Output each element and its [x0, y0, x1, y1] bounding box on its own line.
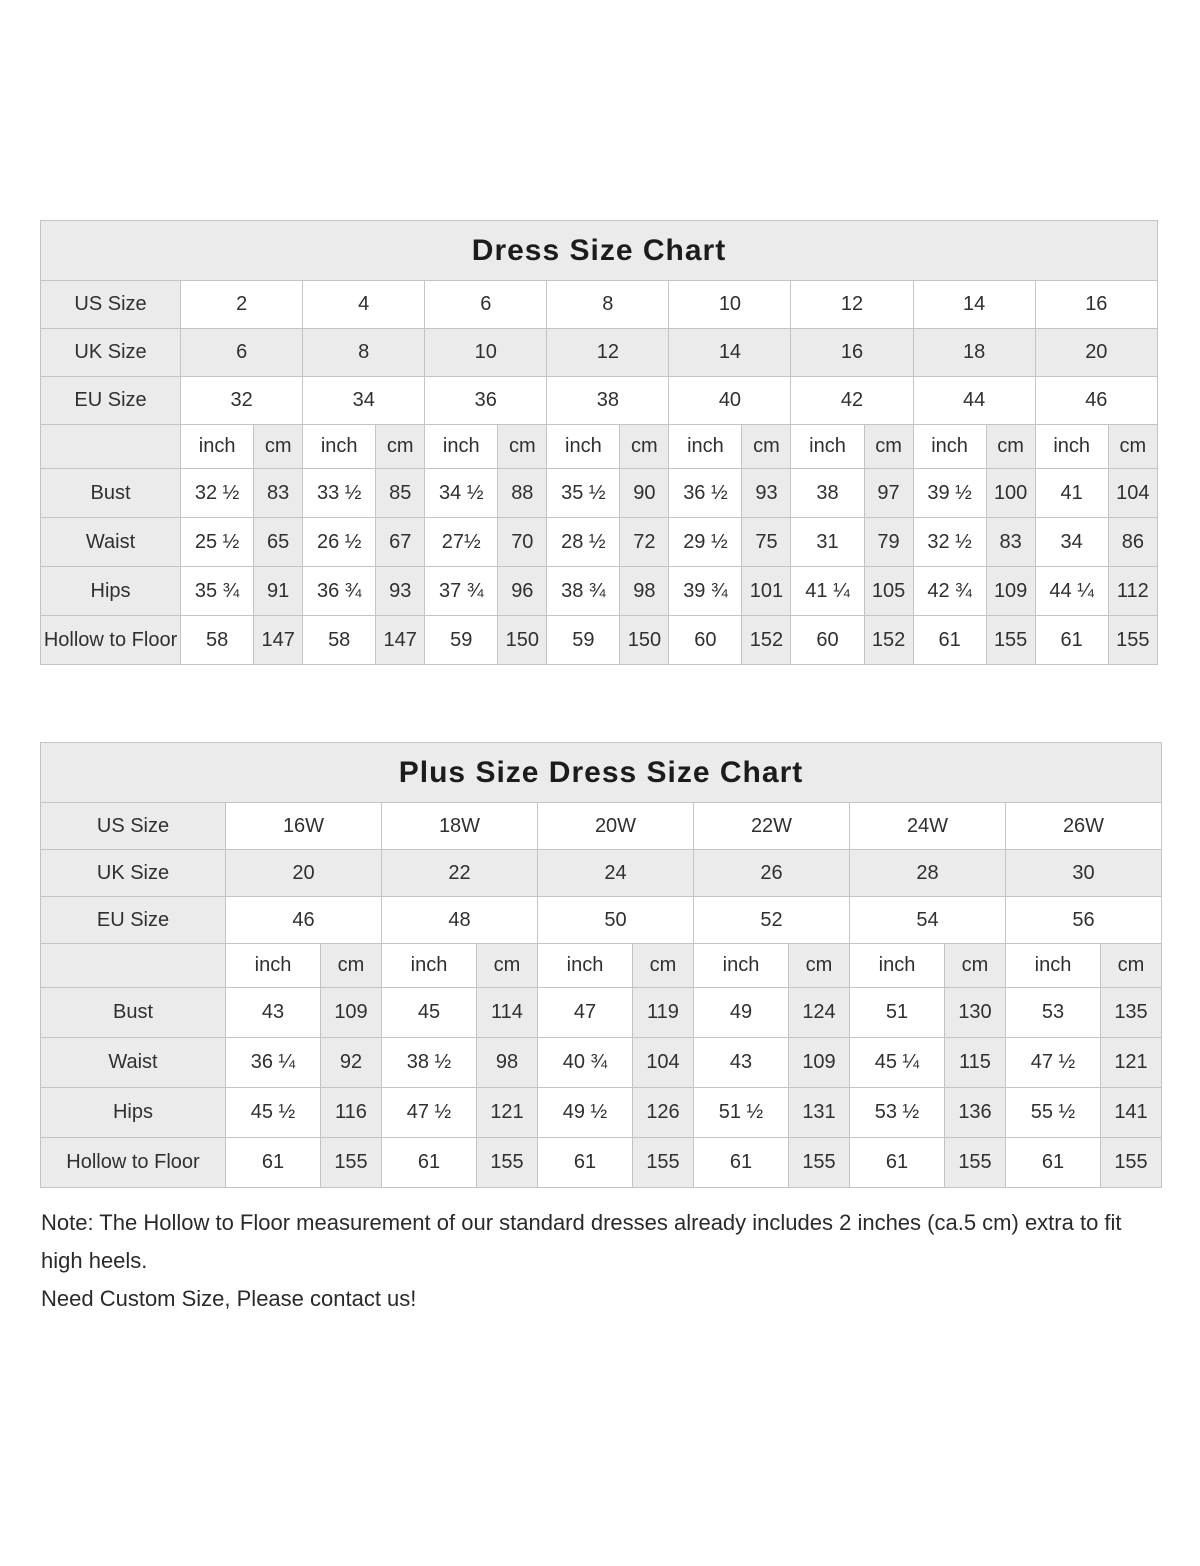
- measure-inch-cell: 51: [850, 988, 945, 1038]
- chart-title: Dress Size Chart: [41, 221, 1158, 281]
- measure-inch-cell: 61: [850, 1138, 945, 1188]
- size-row: [41, 329, 1158, 377]
- measure-inch-cell: 27½: [425, 518, 498, 567]
- size-value-cell: 42: [791, 377, 913, 425]
- measure-cm-cell: 97: [864, 469, 913, 518]
- measure-inch-cell: 61: [694, 1138, 789, 1188]
- unit-inch-header: inch: [913, 425, 986, 469]
- measure-cm-cell: 90: [620, 469, 669, 518]
- measure-inch-cell: 53 ½: [850, 1088, 945, 1138]
- row-label: Hollow to Floor: [41, 1138, 226, 1188]
- measure-cm-cell: 79: [864, 518, 913, 567]
- size-value-cell: 36: [425, 377, 547, 425]
- unit-cm-header: cm: [321, 944, 382, 988]
- unit-inch-header: inch: [791, 425, 864, 469]
- size-value-cell: 6: [181, 329, 303, 377]
- row-label: UK Size: [41, 850, 226, 897]
- measure-cm-cell: 104: [1108, 469, 1157, 518]
- unit-inch-header: inch: [538, 944, 633, 988]
- size-value-cell: 22: [382, 850, 538, 897]
- unit-cm-header: cm: [1108, 425, 1157, 469]
- measure-cm-cell: 135: [1101, 988, 1162, 1038]
- unit-inch-header: inch: [1035, 425, 1108, 469]
- standard-chart: [40, 220, 1158, 665]
- measure-cm-cell: 150: [498, 616, 547, 665]
- measure-inch-cell: 31: [791, 518, 864, 567]
- measure-inch-cell: 36 ¾: [303, 567, 376, 616]
- measure-row: [41, 518, 1158, 567]
- size-value-cell: 8: [547, 281, 669, 329]
- measure-inch-cell: 40 ¾: [538, 1038, 633, 1088]
- size-value-cell: 12: [791, 281, 913, 329]
- unit-inch-header: inch: [694, 944, 789, 988]
- measure-cm-cell: 150: [620, 616, 669, 665]
- size-value-cell: 2: [181, 281, 303, 329]
- row-label: Hips: [41, 567, 181, 616]
- size-value-cell: 18: [913, 329, 1035, 377]
- unit-inch-header: inch: [425, 425, 498, 469]
- measure-cm-cell: 100: [986, 469, 1035, 518]
- unit-row-label: [41, 425, 181, 469]
- measure-cm-cell: 155: [633, 1138, 694, 1188]
- measure-cm-cell: 126: [633, 1088, 694, 1138]
- measure-cm-cell: 119: [633, 988, 694, 1038]
- measure-inch-cell: 47 ½: [382, 1088, 477, 1138]
- row-label: Hips: [41, 1088, 226, 1138]
- unit-cm-header: cm: [742, 425, 791, 469]
- measure-inch-cell: 61: [1006, 1138, 1101, 1188]
- measure-inch-cell: 34: [1035, 518, 1108, 567]
- measure-row: [41, 616, 1158, 665]
- unit-cm-header: cm: [477, 944, 538, 988]
- measure-inch-cell: 61: [538, 1138, 633, 1188]
- unit-inch-header: inch: [850, 944, 945, 988]
- measure-cm-cell: 93: [376, 567, 425, 616]
- measure-inch-cell: 45 ¼: [850, 1038, 945, 1088]
- measure-inch-cell: 45 ½: [226, 1088, 321, 1138]
- measure-cm-cell: 101: [742, 567, 791, 616]
- measure-inch-cell: 43: [226, 988, 321, 1038]
- measure-inch-cell: 36 ¼: [226, 1038, 321, 1088]
- measure-inch-cell: 53: [1006, 988, 1101, 1038]
- measure-row: [41, 1038, 1162, 1088]
- measure-cm-cell: 75: [742, 518, 791, 567]
- measure-cm-cell: 147: [376, 616, 425, 665]
- size-value-cell: 24W: [850, 803, 1006, 850]
- measure-inch-cell: 61: [382, 1138, 477, 1188]
- measure-cm-cell: 115: [945, 1038, 1006, 1088]
- unit-inch-header: inch: [303, 425, 376, 469]
- unit-inch-header: inch: [669, 425, 742, 469]
- measure-cm-cell: 147: [254, 616, 303, 665]
- unit-cm-header: cm: [986, 425, 1035, 469]
- measure-cm-cell: 130: [945, 988, 1006, 1038]
- measure-inch-cell: 34 ½: [425, 469, 498, 518]
- measure-inch-cell: 29 ½: [669, 518, 742, 567]
- measure-inch-cell: 58: [303, 616, 376, 665]
- unit-header-row: [41, 944, 1162, 988]
- row-label: UK Size: [41, 329, 181, 377]
- measure-cm-cell: 86: [1108, 518, 1157, 567]
- measure-cm-cell: 121: [477, 1088, 538, 1138]
- measure-cm-cell: 109: [986, 567, 1035, 616]
- measure-inch-cell: 25 ½: [181, 518, 254, 567]
- row-label: Bust: [41, 469, 181, 518]
- unit-row-label: [41, 944, 226, 988]
- measure-inch-cell: 39 ½: [913, 469, 986, 518]
- size-value-cell: 26W: [1006, 803, 1162, 850]
- row-label: Waist: [41, 518, 181, 567]
- measure-inch-cell: 49 ½: [538, 1088, 633, 1138]
- measure-inch-cell: 59: [425, 616, 498, 665]
- unit-cm-header: cm: [620, 425, 669, 469]
- measure-inch-cell: 32 ½: [181, 469, 254, 518]
- size-row: [41, 850, 1162, 897]
- measure-cm-cell: 116: [321, 1088, 382, 1138]
- size-value-cell: 10: [669, 281, 791, 329]
- size-value-cell: 40: [669, 377, 791, 425]
- measure-inch-cell: 33 ½: [303, 469, 376, 518]
- size-value-cell: 28: [850, 850, 1006, 897]
- size-value-cell: 54: [850, 897, 1006, 944]
- unit-inch-header: inch: [547, 425, 620, 469]
- unit-inch-header: inch: [181, 425, 254, 469]
- row-label: EU Size: [41, 377, 181, 425]
- measure-row: [41, 1088, 1162, 1138]
- size-row: [41, 803, 1162, 850]
- measure-row: [41, 469, 1158, 518]
- unit-cm-header: cm: [254, 425, 303, 469]
- measure-inch-cell: 35 ¾: [181, 567, 254, 616]
- size-value-cell: 8: [303, 329, 425, 377]
- measure-inch-cell: 38 ½: [382, 1038, 477, 1088]
- measure-inch-cell: 55 ½: [1006, 1088, 1101, 1138]
- row-label: Waist: [41, 1038, 226, 1088]
- measure-cm-cell: 83: [986, 518, 1035, 567]
- size-value-cell: 16W: [226, 803, 382, 850]
- unit-inch-header: inch: [1006, 944, 1101, 988]
- note-hollow-to-floor: Note: The Hollow to Floor measurement of our standard dresses already includes 2 inches (ca.5 cm) extra to fit high heels.: [41, 1210, 1122, 1273]
- measure-cm-cell: 131: [789, 1088, 850, 1138]
- measure-cm-cell: 152: [864, 616, 913, 665]
- measure-row: [41, 988, 1162, 1038]
- measure-cm-cell: 72: [620, 518, 669, 567]
- measure-row: [41, 567, 1158, 616]
- size-value-cell: 46: [226, 897, 382, 944]
- size-value-cell: 16: [1035, 281, 1157, 329]
- measure-cm-cell: 121: [1101, 1038, 1162, 1088]
- measure-inch-cell: 36 ½: [669, 469, 742, 518]
- measure-cm-cell: 112: [1108, 567, 1157, 616]
- unit-cm-header: cm: [864, 425, 913, 469]
- unit-cm-header: cm: [498, 425, 547, 469]
- measure-cm-cell: 88: [498, 469, 547, 518]
- measure-cm-cell: 93: [742, 469, 791, 518]
- measure-cm-cell: 85: [376, 469, 425, 518]
- size-value-cell: 20W: [538, 803, 694, 850]
- size-value-cell: 20: [1035, 329, 1157, 377]
- measure-inch-cell: 47 ½: [1006, 1038, 1101, 1088]
- unit-cm-header: cm: [633, 944, 694, 988]
- row-label: Hollow to Floor: [41, 616, 181, 665]
- size-value-cell: 52: [694, 897, 850, 944]
- note-custom-size: Need Custom Size, Please contact us!: [41, 1286, 417, 1311]
- size-value-cell: 4: [303, 281, 425, 329]
- size-value-cell: 12: [547, 329, 669, 377]
- unit-cm-header: cm: [376, 425, 425, 469]
- size-value-cell: 10: [425, 329, 547, 377]
- measure-inch-cell: 26 ½: [303, 518, 376, 567]
- measure-inch-cell: 45: [382, 988, 477, 1038]
- measure-cm-cell: 155: [1108, 616, 1157, 665]
- measure-cm-cell: 70: [498, 518, 547, 567]
- measure-inch-cell: 51 ½: [694, 1088, 789, 1138]
- measure-inch-cell: 44 ¼: [1035, 567, 1108, 616]
- row-label: Bust: [41, 988, 226, 1038]
- row-label: US Size: [41, 803, 226, 850]
- size-value-cell: 24: [538, 850, 694, 897]
- measure-cm-cell: 109: [321, 988, 382, 1038]
- unit-header-row: [41, 425, 1158, 469]
- measure-cm-cell: 105: [864, 567, 913, 616]
- size-value-cell: 16: [791, 329, 913, 377]
- measure-cm-cell: 98: [620, 567, 669, 616]
- measure-inch-cell: 32 ½: [913, 518, 986, 567]
- size-value-cell: 14: [669, 329, 791, 377]
- size-row: [41, 281, 1158, 329]
- measure-cm-cell: 155: [477, 1138, 538, 1188]
- measure-inch-cell: 37 ¾: [425, 567, 498, 616]
- unit-inch-header: inch: [382, 944, 477, 988]
- measure-cm-cell: 92: [321, 1038, 382, 1088]
- measure-cm-cell: 124: [789, 988, 850, 1038]
- measure-cm-cell: 155: [321, 1138, 382, 1188]
- measure-inch-cell: 41: [1035, 469, 1108, 518]
- measure-row: [41, 1138, 1162, 1188]
- measure-inch-cell: 38: [791, 469, 864, 518]
- size-value-cell: 32: [181, 377, 303, 425]
- measure-cm-cell: 152: [742, 616, 791, 665]
- size-value-cell: 22W: [694, 803, 850, 850]
- measure-inch-cell: 49: [694, 988, 789, 1038]
- measure-inch-cell: 28 ½: [547, 518, 620, 567]
- size-value-cell: 20: [226, 850, 382, 897]
- measure-inch-cell: 42 ¾: [913, 567, 986, 616]
- measure-cm-cell: 155: [986, 616, 1035, 665]
- note-block: [41, 1204, 1163, 1318]
- size-row: [41, 377, 1158, 425]
- measure-cm-cell: 96: [498, 567, 547, 616]
- measure-inch-cell: 58: [181, 616, 254, 665]
- measure-cm-cell: 136: [945, 1088, 1006, 1138]
- row-label: US Size: [41, 281, 181, 329]
- unit-inch-header: inch: [226, 944, 321, 988]
- size-value-cell: 44: [913, 377, 1035, 425]
- size-value-cell: 30: [1006, 850, 1162, 897]
- measure-inch-cell: 60: [791, 616, 864, 665]
- unit-cm-header: cm: [1101, 944, 1162, 988]
- unit-cm-header: cm: [945, 944, 1006, 988]
- measure-inch-cell: 61: [226, 1138, 321, 1188]
- measure-cm-cell: 155: [945, 1138, 1006, 1188]
- size-value-cell: 18W: [382, 803, 538, 850]
- size-value-cell: 46: [1035, 377, 1157, 425]
- measure-inch-cell: 41 ¼: [791, 567, 864, 616]
- measure-cm-cell: 155: [1101, 1138, 1162, 1188]
- size-value-cell: 50: [538, 897, 694, 944]
- measure-cm-cell: 104: [633, 1038, 694, 1088]
- measure-inch-cell: 59: [547, 616, 620, 665]
- size-value-cell: 56: [1006, 897, 1162, 944]
- chart-title: Plus Size Dress Size Chart: [41, 743, 1162, 803]
- measure-cm-cell: 155: [789, 1138, 850, 1188]
- size-value-cell: 14: [913, 281, 1035, 329]
- measure-cm-cell: 98: [477, 1038, 538, 1088]
- measure-cm-cell: 83: [254, 469, 303, 518]
- measure-inch-cell: 61: [913, 616, 986, 665]
- measure-inch-cell: 60: [669, 616, 742, 665]
- measure-inch-cell: 47: [538, 988, 633, 1038]
- size-value-cell: 6: [425, 281, 547, 329]
- measure-cm-cell: 109: [789, 1038, 850, 1088]
- measure-inch-cell: 38 ¾: [547, 567, 620, 616]
- measure-inch-cell: 61: [1035, 616, 1108, 665]
- measure-cm-cell: 141: [1101, 1088, 1162, 1138]
- measure-inch-cell: 35 ½: [547, 469, 620, 518]
- measure-cm-cell: 65: [254, 518, 303, 567]
- measure-cm-cell: 114: [477, 988, 538, 1038]
- unit-cm-header: cm: [789, 944, 850, 988]
- size-value-cell: 26: [694, 850, 850, 897]
- measure-inch-cell: 43: [694, 1038, 789, 1088]
- measure-cm-cell: 91: [254, 567, 303, 616]
- size-value-cell: 48: [382, 897, 538, 944]
- row-label: EU Size: [41, 897, 226, 944]
- size-value-cell: 34: [303, 377, 425, 425]
- measure-inch-cell: 39 ¾: [669, 567, 742, 616]
- measure-cm-cell: 67: [376, 518, 425, 567]
- size-value-cell: 38: [547, 377, 669, 425]
- plus-chart: [40, 742, 1162, 1188]
- size-row: [41, 897, 1162, 944]
